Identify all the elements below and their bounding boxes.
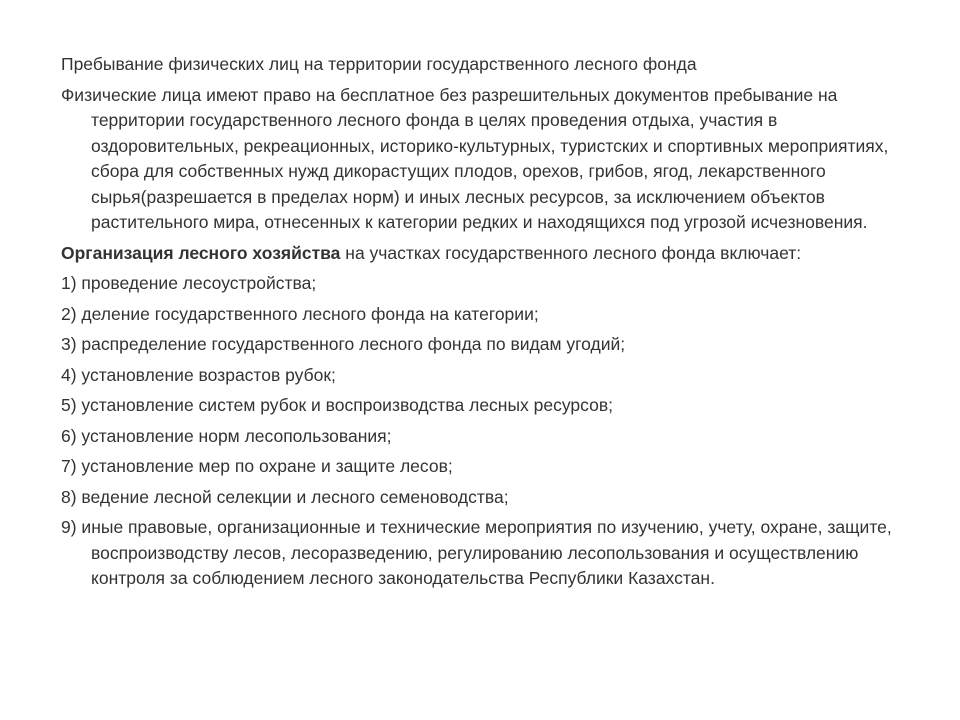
list-item: 8) ведение лесной селекции и лесного семеноводства;	[61, 486, 509, 507]
intro-paragraph: Физические лица имеют право на бесплатное без разрешительных документов пребывание на территории государственного лесного фонда в целях проведения отдыха, участия в оздоровительных, рекреационных, историко-культурных, туристских и спортивных мероприятиях, сбора для собственных нужд дикорастущих плодов, орехов, грибов, ягод, лекарственного сырья(разрешается в пределах норм) и иных лесных ресурсов, за исключением объектов растительного мира, отнесенных к категории редких и находящихся под угрозой исчезновения.	[61, 84, 889, 232]
list-item: 7) установление мер по охране и защите лесов;	[61, 456, 453, 476]
slide-content	[61, 52, 907, 597]
list-item: 6) установление норм лесопользования;	[61, 425, 392, 446]
list-item: 1) проведение лесоустройства;	[61, 273, 317, 293]
list-item: 2) деление государственного лесного фонда на категории;	[61, 303, 539, 324]
list-item: 3) распределение государственного лесного фонда по видам угодий;	[61, 334, 626, 354]
list-item: 4) установление возрастов рубок;	[61, 364, 336, 385]
section-heading: Пребывание физических лиц на территории государственного лесного фонда	[61, 54, 697, 74]
organization-term: Организация лесного хозяйства	[61, 242, 341, 263]
organization-text: на участках государственного лесного фонда включает:	[340, 242, 802, 263]
list-item: 9) иные правовые, организационные и технические мероприятия по изучению, учету, охране, защите, воспроизводству лесов, лесоразведению, регулированию лесопользования и осуществлению контроля за соблюдением лесного законодательства Республики Казахстан.	[61, 517, 892, 588]
organization-paragraph	[61, 241, 907, 267]
list-item: 5) установление систем рубок и воспроизводства лесных ресурсов;	[61, 395, 613, 415]
